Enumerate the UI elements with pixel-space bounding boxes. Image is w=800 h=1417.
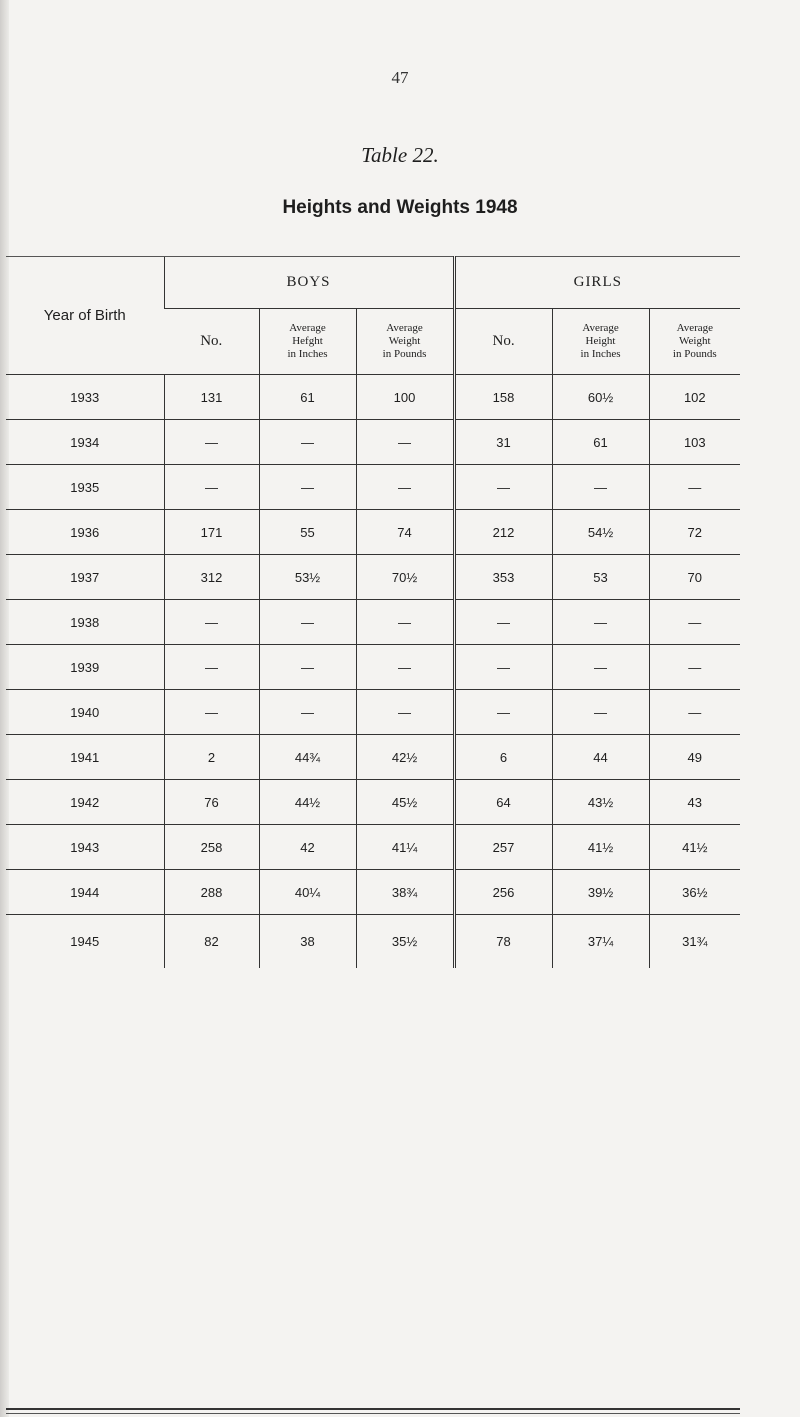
boys-no-cell: — xyxy=(164,690,259,735)
girls-weight-cell: 31¾ xyxy=(649,915,740,969)
girls-no-cell: 78 xyxy=(454,915,552,969)
boys-height-cell: 38 xyxy=(259,915,356,969)
table-row xyxy=(6,555,740,600)
boys-no-cell: 288 xyxy=(164,870,259,915)
girls-no-header: No. xyxy=(454,309,552,375)
boys-height-cell: 44¾ xyxy=(259,735,356,780)
girls-height-cell: 53 xyxy=(552,555,649,600)
girls-height-cell: 39½ xyxy=(552,870,649,915)
year-cell: 1936 xyxy=(6,510,164,555)
girls-height-cell: 43½ xyxy=(552,780,649,825)
boys-header: BOYS xyxy=(164,257,454,309)
boys-weight-cell: 70½ xyxy=(356,555,454,600)
girls-height-cell: 44 xyxy=(552,735,649,780)
boys-weight-cell: 41¼ xyxy=(356,825,454,870)
boys-avg-height-header: Average Hefght in Inches xyxy=(259,309,356,375)
year-cell: 1941 xyxy=(6,735,164,780)
boys-height-cell: — xyxy=(259,690,356,735)
boys-avg-weight-header: Average Weight in Pounds xyxy=(356,309,454,375)
girls-height-cell: — xyxy=(552,690,649,735)
girls-no-cell: 353 xyxy=(454,555,552,600)
girls-weight-cell: 103 xyxy=(649,420,740,465)
table-bottom-rule xyxy=(6,1408,740,1410)
girls-height-cell: 60½ xyxy=(552,375,649,420)
year-cell: 1935 xyxy=(6,465,164,510)
table-row xyxy=(6,375,740,420)
year-cell: 1937 xyxy=(6,555,164,600)
girls-weight-cell: — xyxy=(649,600,740,645)
table-row xyxy=(6,420,740,465)
boys-weight-cell: 42½ xyxy=(356,735,454,780)
boys-height-cell: — xyxy=(259,600,356,645)
girls-no-cell: — xyxy=(454,465,552,510)
girls-header: GIRLS xyxy=(454,257,740,309)
table-row xyxy=(6,825,740,870)
boys-no-cell: 131 xyxy=(164,375,259,420)
girls-height-cell: 41½ xyxy=(552,825,649,870)
boys-weight-cell: 74 xyxy=(356,510,454,555)
girls-no-cell: 64 xyxy=(454,780,552,825)
boys-no-header: No. xyxy=(164,309,259,375)
boys-height-cell: 53½ xyxy=(259,555,356,600)
girls-no-cell: 158 xyxy=(454,375,552,420)
girls-weight-cell: — xyxy=(649,465,740,510)
boys-no-cell: 76 xyxy=(164,780,259,825)
girls-avg-height-header: Average Height in Inches xyxy=(552,309,649,375)
heights-weights-table xyxy=(6,256,740,968)
boys-weight-cell: 35½ xyxy=(356,915,454,969)
girls-avg-weight-header: Average Weight in Pounds xyxy=(649,309,740,375)
year-cell: 1939 xyxy=(6,645,164,690)
girls-weight-cell: 70 xyxy=(649,555,740,600)
boys-height-cell: — xyxy=(259,465,356,510)
year-of-birth-header: Year of Birth xyxy=(6,257,164,375)
girls-height-cell: 37¼ xyxy=(552,915,649,969)
boys-weight-cell: — xyxy=(356,465,454,510)
girls-weight-cell: 72 xyxy=(649,510,740,555)
table-row xyxy=(6,870,740,915)
girls-weight-cell: — xyxy=(649,645,740,690)
girls-no-cell: 31 xyxy=(454,420,552,465)
table-row xyxy=(6,690,740,735)
year-cell: 1938 xyxy=(6,600,164,645)
boys-height-cell: 40¼ xyxy=(259,870,356,915)
girls-weight-cell: 43 xyxy=(649,780,740,825)
girls-no-cell: — xyxy=(454,645,552,690)
girls-height-cell: 61 xyxy=(552,420,649,465)
girls-no-cell: 212 xyxy=(454,510,552,555)
table-row xyxy=(6,645,740,690)
girls-weight-cell: 49 xyxy=(649,735,740,780)
boys-no-cell: 312 xyxy=(164,555,259,600)
table-row xyxy=(6,510,740,555)
boys-weight-cell: — xyxy=(356,420,454,465)
girls-no-cell: — xyxy=(454,690,552,735)
year-cell: 1942 xyxy=(6,780,164,825)
year-cell: 1944 xyxy=(6,870,164,915)
girls-weight-cell: 102 xyxy=(649,375,740,420)
girls-height-cell: — xyxy=(552,465,649,510)
girls-weight-cell: 36½ xyxy=(649,870,740,915)
table-row xyxy=(6,600,740,645)
boys-weight-cell: — xyxy=(356,645,454,690)
girls-height-cell: — xyxy=(552,600,649,645)
page-number: 47 xyxy=(391,68,409,87)
boys-no-cell: 2 xyxy=(164,735,259,780)
boys-weight-cell: — xyxy=(356,690,454,735)
boys-height-cell: 42 xyxy=(259,825,356,870)
year-cell: 1933 xyxy=(6,375,164,420)
table-subtitle: Heights and Weights 1948 xyxy=(282,197,518,218)
boys-no-cell: — xyxy=(164,645,259,690)
year-cell: 1943 xyxy=(6,825,164,870)
boys-weight-cell: — xyxy=(356,600,454,645)
table-row xyxy=(6,780,740,825)
boys-no-cell: 258 xyxy=(164,825,259,870)
girls-height-cell: 54½ xyxy=(552,510,649,555)
boys-no-cell: — xyxy=(164,420,259,465)
girls-no-cell: 6 xyxy=(454,735,552,780)
boys-no-cell: 82 xyxy=(164,915,259,969)
boys-no-cell: — xyxy=(164,465,259,510)
boys-height-cell: — xyxy=(259,420,356,465)
boys-weight-cell: 45½ xyxy=(356,780,454,825)
year-cell: 1940 xyxy=(6,690,164,735)
boys-no-cell: 171 xyxy=(164,510,259,555)
table-row xyxy=(6,465,740,510)
boys-height-cell: 44½ xyxy=(259,780,356,825)
boys-weight-cell: 100 xyxy=(356,375,454,420)
boys-height-cell: 61 xyxy=(259,375,356,420)
table-bottom-rule-inner xyxy=(6,1413,740,1414)
year-cell: 1934 xyxy=(6,420,164,465)
table-title: Table 22. xyxy=(361,143,439,167)
boys-weight-cell: 38¾ xyxy=(356,870,454,915)
girls-no-cell: 256 xyxy=(454,870,552,915)
girls-height-cell: — xyxy=(552,645,649,690)
table-row xyxy=(6,735,740,780)
boys-no-cell: — xyxy=(164,600,259,645)
boys-height-cell: — xyxy=(259,645,356,690)
boys-height-cell: 55 xyxy=(259,510,356,555)
girls-no-cell: — xyxy=(454,600,552,645)
table-row xyxy=(6,915,740,969)
girls-no-cell: 257 xyxy=(454,825,552,870)
girls-weight-cell: 41½ xyxy=(649,825,740,870)
girls-weight-cell: — xyxy=(649,690,740,735)
year-cell: 1945 xyxy=(70,934,100,949)
